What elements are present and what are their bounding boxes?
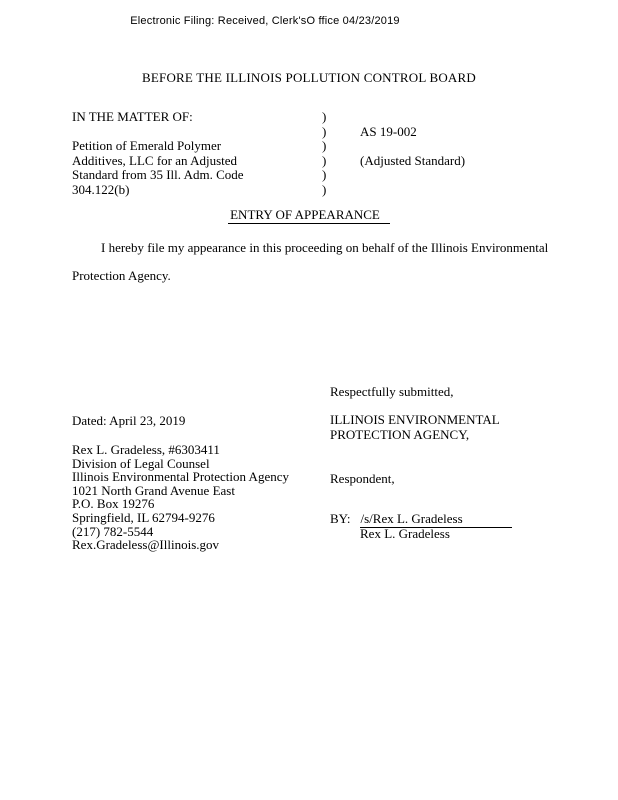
caption-paren: ) xyxy=(322,152,327,168)
court-title: BEFORE THE ILLINOIS POLLUTION CONTROL BOARD xyxy=(142,70,476,85)
respectfully-submitted: Respectfully submitted, xyxy=(330,384,454,399)
filing-stamp: Electronic Filing: Received, Clerk'sO ffice 04/23/2019 xyxy=(130,15,400,27)
agency-name-line-1: ILLINOIS ENVIRONMENTAL xyxy=(330,412,500,427)
attorney-address-line-2: P.O. Box 19276 xyxy=(72,496,155,512)
caption-row xyxy=(72,154,552,169)
attorney-agency-line: Illinois Environmental Protection Agency xyxy=(72,469,289,485)
attorney-phone-line: (217) 782-5544 xyxy=(72,523,154,539)
adjusted-standard-label: (Adjusted Standard) xyxy=(360,152,466,168)
caption-row xyxy=(72,168,552,183)
caption-paren: ) xyxy=(322,123,327,139)
dated-line: Dated: April 23, 2019 xyxy=(72,413,186,428)
attorney-address-line-1: 1021 North Grand Avenue East xyxy=(72,482,235,498)
attorney-division-line: Division of Legal Counsel xyxy=(72,455,210,471)
body-paragraph-line-1: I hereby file my appearance in this proceeding on behalf of the Illinois Environmental xyxy=(101,240,549,255)
caption-left-text: Additives, LLC for an Adjusted xyxy=(72,152,238,168)
attorney-address-line-3: Springfield, IL 62794-9276 xyxy=(72,509,215,525)
agency-name-block xyxy=(330,413,500,442)
caption-left-text: Standard from 35 Ill. Adm. Code xyxy=(72,167,244,183)
case-caption xyxy=(72,110,552,198)
electronic-signature: /s/Rex L. Gradeless xyxy=(360,511,512,528)
signer-printed-name: Rex L. Gradeless xyxy=(360,526,450,541)
caption-left-text: 304.122(b) xyxy=(72,181,130,197)
respondent-label: Respondent, xyxy=(330,471,395,486)
caption-row xyxy=(72,110,552,125)
body-paragraph-line-2: Protection Agency. xyxy=(72,268,171,283)
attorney-contact-block xyxy=(72,443,289,552)
agency-name-line-2: PROTECTION AGENCY, xyxy=(330,426,470,442)
case-number: AS 19-002 xyxy=(360,123,417,139)
attorney-name-line: Rex L. Gradeless, #6303411 xyxy=(72,442,220,457)
caption-paren: ) xyxy=(322,181,327,197)
caption-paren: ) xyxy=(322,109,327,124)
document-heading-text: ENTRY OF APPEARANCE xyxy=(228,207,390,224)
by-label: BY: xyxy=(330,511,351,526)
caption-row xyxy=(72,125,552,140)
caption-left-text: IN THE MATTER OF: xyxy=(72,109,193,124)
caption-paren: ) xyxy=(322,167,327,183)
caption-left-text: Petition of Emerald Polymer xyxy=(72,138,222,154)
caption-row xyxy=(72,139,552,154)
caption-paren: ) xyxy=(322,138,327,154)
attorney-email-line: Rex.Gradeless@Illinois.gov xyxy=(72,537,220,553)
document-heading xyxy=(0,207,618,224)
caption-row xyxy=(72,183,552,198)
